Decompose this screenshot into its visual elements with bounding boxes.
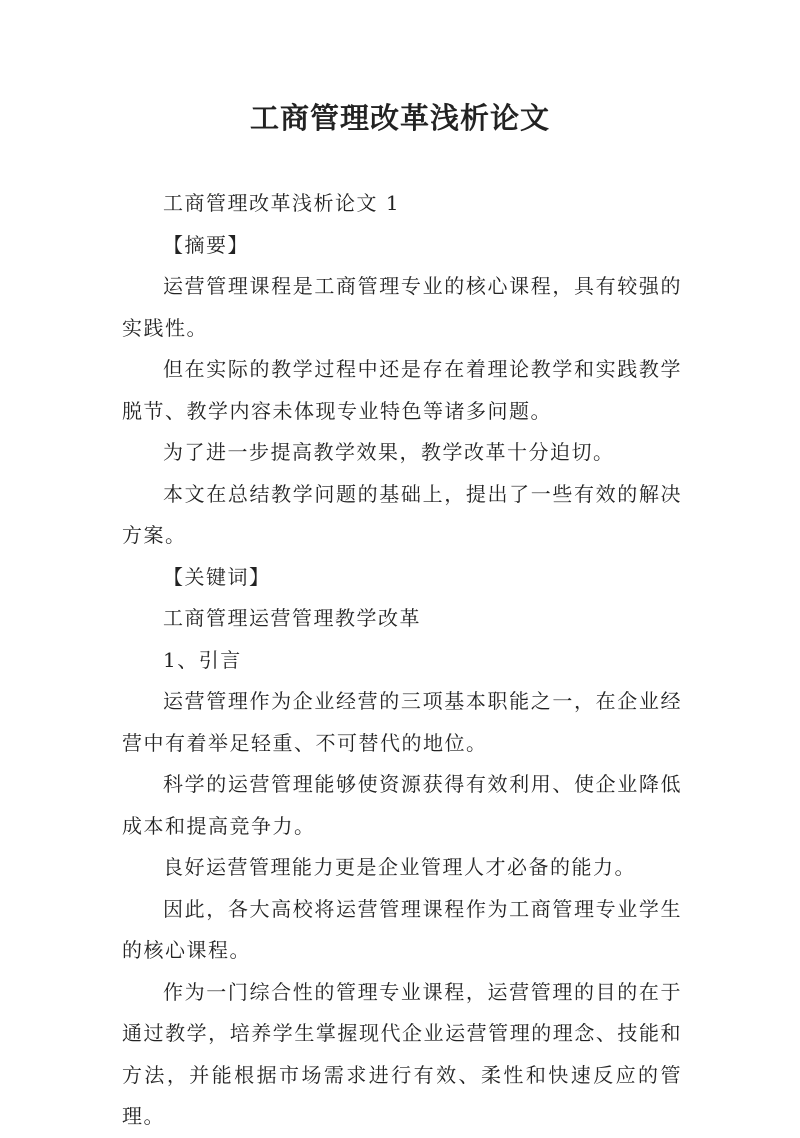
- keywords: 工商管理运营管理教学改革: [163, 606, 421, 630]
- document-title: 工商管理改革浅析论文: [249, 101, 550, 135]
- paragraph: 为了进一步提高教学效果，教学改革十分迫切。: [163, 440, 615, 464]
- paragraph: 运营管理作为企业经营的三项基本职能之一，在企业经营中有着举足轻重、不可替代的地位。: [122, 689, 682, 755]
- section-heading: 1、引言: [163, 647, 242, 672]
- paragraph: 本文在总结教学问题的基础上，提出了一些有效的解决方案。: [122, 481, 682, 547]
- paragraph: 作为一门综合性的管理专业课程，运营管理的目的在于通过教学，培养学生掌握现代企业运营管理的理念、技能和方法，并能根据市场需求进行有效、柔性和快速反应的管理。: [122, 979, 682, 1128]
- paragraph: 良好运营管理能力更是企业管理人才必备的能力。: [163, 855, 636, 879]
- document-body: [122, 183, 682, 1138]
- abstract-label: 【摘要】: [163, 232, 249, 257]
- paragraph: 但在实际的教学过程中还是存在着理论教学和实践教学脱节、教学内容未体现专业特色等诸多问题。: [122, 357, 682, 423]
- paragraph: 因此，各大高校将运营管理课程作为工商管理专业学生的核心课程。: [122, 896, 682, 962]
- keywords-label: 【关键词】: [163, 564, 271, 589]
- paragraph: 运营管理课程是工商管理专业的核心课程，具有较强的实践性。: [122, 274, 682, 340]
- section-heading: 工商管理改革浅析论文 1: [163, 191, 401, 215]
- paragraph: 科学的运营管理能够使资源获得有效利用、使企业降低成本和提高竞争力。: [122, 772, 682, 838]
